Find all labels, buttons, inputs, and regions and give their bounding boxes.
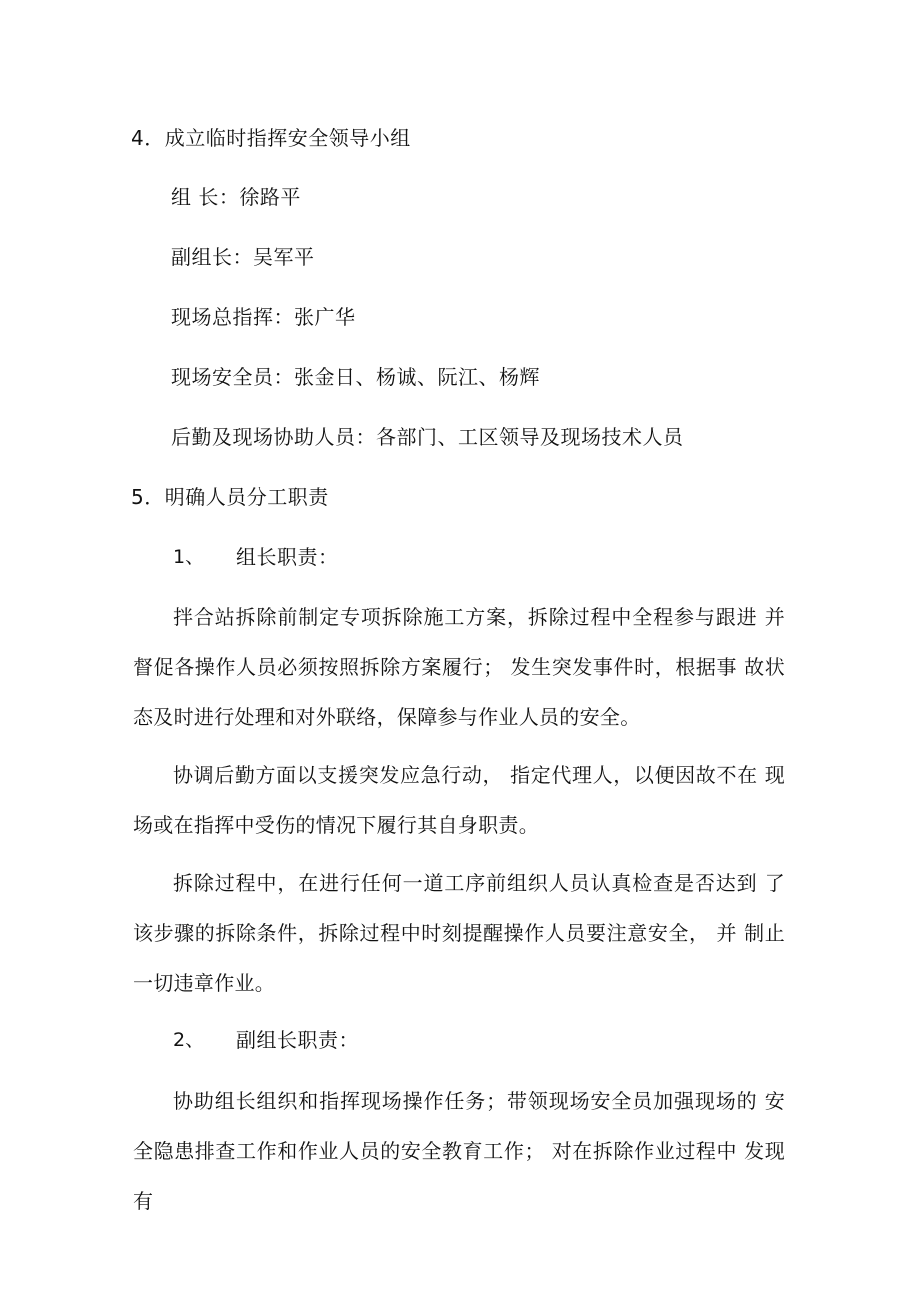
leader-duty-paragraph-3: 拆除过程中，在进行任何一道工序前组织人员认真检查是否达到 了该步骤的拆除条件，拆除过程中时刻提醒操作人员要注意安全， 并 制止一切违章作业。 xyxy=(133,871,785,995)
leader-duty-paragraph-2: 协调后勤方面以支援突发应急行动， 指定代理人，以便因故不在 现场或在指挥中受伤的情况下履行其自身职责。 xyxy=(133,763,785,837)
subsection-1-title: 组长职责： xyxy=(236,545,339,569)
subsection-2-title: 副组长职责： xyxy=(236,1028,359,1052)
section-5-heading: 5．明确人员分工职责 xyxy=(131,485,329,509)
member-site-commander: 现场总指挥：张广华 xyxy=(171,305,356,329)
leader-duty-paragraph-1: 拌合站拆除前制定专项拆除施工方案，拆除过程中全程参与跟进 并督促各操作人员必须按照拆除方案履行； 发生突发事件时，根据事 故状态及时进行处理和对外联络，保障参与作业人员的安全。 xyxy=(133,605,785,729)
subsection-2-number: 2、 xyxy=(173,1029,205,1051)
member-support-staff: 后勤及现场协助人员：各部门、工区领导及现场技术人员 xyxy=(171,425,684,449)
section-4-heading: 4．成立临时指挥安全领导小组 xyxy=(131,126,411,150)
member-safety-officers: 现场安全员：张金日、杨诚、阮江、杨辉 xyxy=(171,365,540,389)
deputy-duty-paragraph-1: 协助组长组织和指挥现场操作任务；带领现场安全员加强现场的 安全隐患排查工作和作业人员的安全教育工作； 对在拆除作业过程中 发现有 xyxy=(133,1089,785,1213)
subsection-1-number: 1、 xyxy=(173,546,205,568)
member-leader: 组 长：徐路平 xyxy=(171,185,301,209)
member-deputy-leader: 副组长：吴军平 xyxy=(171,245,315,269)
